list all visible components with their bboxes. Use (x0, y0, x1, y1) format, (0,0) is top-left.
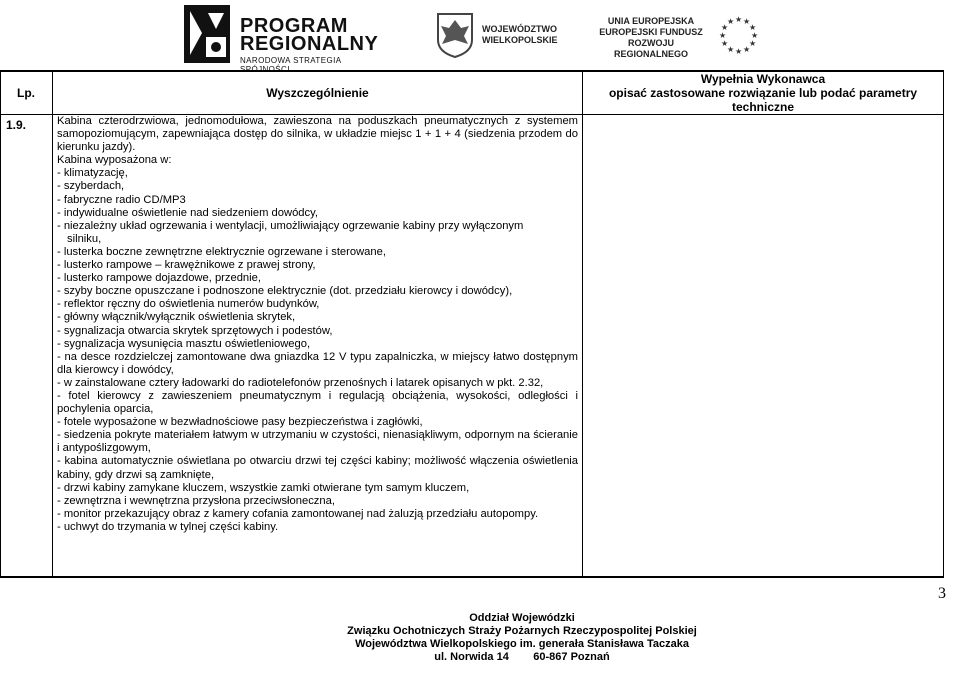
description-line: - na desce rozdzielczej zamontowane dwa gniazdka 12 V typu zapalniczka, w miejscy łatwo dostępnym dla kierowcy i dowódcy, (57, 350, 578, 376)
eu-line1: UNIA EUROPEJSKA (607, 16, 695, 26)
description-line: - indywidualne oświetlenie nad siedzeniem dowódcy, (57, 206, 318, 219)
description-line: - szyby boczne opuszczane i podnoszone elektrycznie (dot. przedziału kierowcy i dowódcy), (57, 285, 513, 298)
wojewodztwo-line1: WOJEWÓDZTWO (482, 24, 557, 34)
description-line: - fotel kierowcy z zawieszeniem pneumatycznym i regulacją obciążenia, wysokości, odległości i pochylenia oparcia, (57, 389, 578, 416)
wojewodztwo-line2: WIELKOPOLSKIE (482, 35, 558, 45)
description-line: - reflektor ręczny do oświetlenia numerów budynków, (57, 298, 320, 311)
program-line1: PROGRAM (240, 15, 348, 37)
description-line: - fabryczne radio CD/MP3 (57, 193, 186, 206)
footer-line4: ul. Norwida 14 60-867 Poznań (434, 651, 610, 663)
svg-text:★: ★ (751, 31, 759, 40)
description-line: Kabina czterodrzwiowa, jednomodułowa, zawieszona na poduszkach pneumatycznych z systemem samopoziomującym, zapewniająca dostęp do silnika, w układzie miejsc 1 + 1 + 4 (siedzenia przodem do kierunku jazdy). (57, 115, 578, 154)
description-line: - sygnalizacja wysunięcia masztu oświetleniowego, (57, 337, 311, 350)
header-contractor-line1: Wypełnia Wykonawca (700, 72, 826, 86)
column-divider-lp (52, 70, 53, 578)
svg-text:★: ★ (727, 17, 735, 26)
eu-logo (594, 16, 774, 58)
description-line: - główny włącznik/wyłącznik oświetlenia skrytek, (57, 311, 296, 324)
description-line: - niezależny układ ogrzewania i wentylacji, umożliwiający ogrzewanie kabiny przy wyłączonym (57, 219, 524, 232)
footer-address (330, 612, 714, 664)
footer-line3: Województwa Wielkopolskiego im. generała Stanisława Taczaka (355, 638, 689, 650)
row-description (57, 115, 578, 534)
eagle-crest-icon (436, 12, 474, 58)
column-divider-spec (582, 70, 583, 578)
table-left-border (0, 70, 1, 578)
page-number: 3 (938, 585, 946, 602)
header-logos (0, 0, 960, 70)
table-bottom-border (0, 576, 944, 578)
description-line: - drzwi kabiny zamykane kluczem, wszystkie zamki otwierane tym samym kluczem, (57, 481, 470, 494)
description-line: - w zainstalowane cztery ładowarki do radiotelefonów przenośnych i latarek opisanych w pkt. 2.32, (57, 376, 544, 389)
description-line: - uchwyt do trzymania w tylnej części kabiny. (57, 520, 279, 533)
eu-text (594, 16, 708, 60)
eu-line2: EUROPEJSKI FUNDUSZ (599, 27, 703, 37)
table-right-border (943, 70, 944, 578)
description-line: Kabina wyposażona w: (57, 154, 172, 167)
svg-text:★: ★ (727, 45, 735, 54)
description-line: - zewnętrzna i wewnętrzna przysłona przeciwsłoneczna, (57, 494, 335, 507)
description-line: - szyberdach, (57, 180, 125, 193)
description-line: silniku, (67, 232, 102, 245)
header-contractor (583, 72, 943, 114)
description-line: - lusterka boczne zewnętrzne elektrycznie ogrzewane i sterowane, (57, 245, 386, 258)
program-regionalny-logo (182, 3, 392, 65)
description-line: - monitor przekazujący obraz z kamery cofania zamontowanej nad żaluzją przedziału autopompy. (57, 507, 539, 520)
svg-text:★: ★ (719, 31, 727, 40)
footer-line1: Oddział Wojewódzki (469, 612, 575, 624)
specification-table (0, 70, 944, 578)
description-line: - lusterko rampowe – krawężnikowe z prawej strony, (57, 259, 316, 272)
svg-text:★: ★ (749, 39, 757, 48)
svg-text:★: ★ (743, 17, 751, 26)
svg-text:★: ★ (735, 15, 743, 24)
svg-text:★: ★ (749, 23, 757, 32)
header-lp: Lp. (17, 86, 35, 100)
svg-text:★: ★ (721, 23, 729, 32)
svg-text:★: ★ (743, 45, 751, 54)
program-regionalny-mark-icon (182, 3, 232, 65)
wojewodztwo-logo (436, 12, 596, 60)
program-line3: NARODOWA STRATEGIA (240, 56, 341, 65)
description-line: - fotele wyposażone w bezwładnościowe pasy bezpieczeństwa i zagłówki, (57, 416, 423, 429)
row-lp: 1.9. (6, 118, 27, 132)
wojewodztwo-text (482, 24, 558, 46)
svg-text:★: ★ (735, 47, 743, 56)
description-line: - klimatyzację, (57, 167, 128, 180)
eu-flag-stars-icon (714, 14, 762, 56)
description-line: - lusterko rampowe dojazdowe, przednie, (57, 272, 261, 285)
header-spec: Wyszczególnienie (266, 86, 369, 100)
description-line: - sygnalizacja otwarcia skrytek sprzętowych i podestów, (57, 324, 333, 337)
svg-text:★: ★ (721, 39, 729, 48)
header-contractor-line2: opisać zastosowane rozwiązanie lub podać parametry (608, 86, 918, 100)
description-line: - siedzenia pokryte materiałem łatwym w utrzymaniu w czystości, nienasiąkliwym, odpornym na ścieranie i antypoślizgowym, (57, 429, 578, 455)
description-line: - kabina automatycznie oświetlana po otwarciu drzwi tej części kabiny; możliwość włączenia oświetlenia kabiny, gdy drzwi są zamknięte, (57, 455, 578, 481)
eu-line3: ROZWOJU REGIONALNEGO (613, 38, 688, 59)
program-line2: REGIONALNY (240, 33, 379, 55)
footer-line2: Związku Ochotniczych Straży Pożarnych Rzeczypospolitej Polskiej (347, 625, 697, 637)
header-contractor-line3: techniczne (731, 100, 794, 114)
